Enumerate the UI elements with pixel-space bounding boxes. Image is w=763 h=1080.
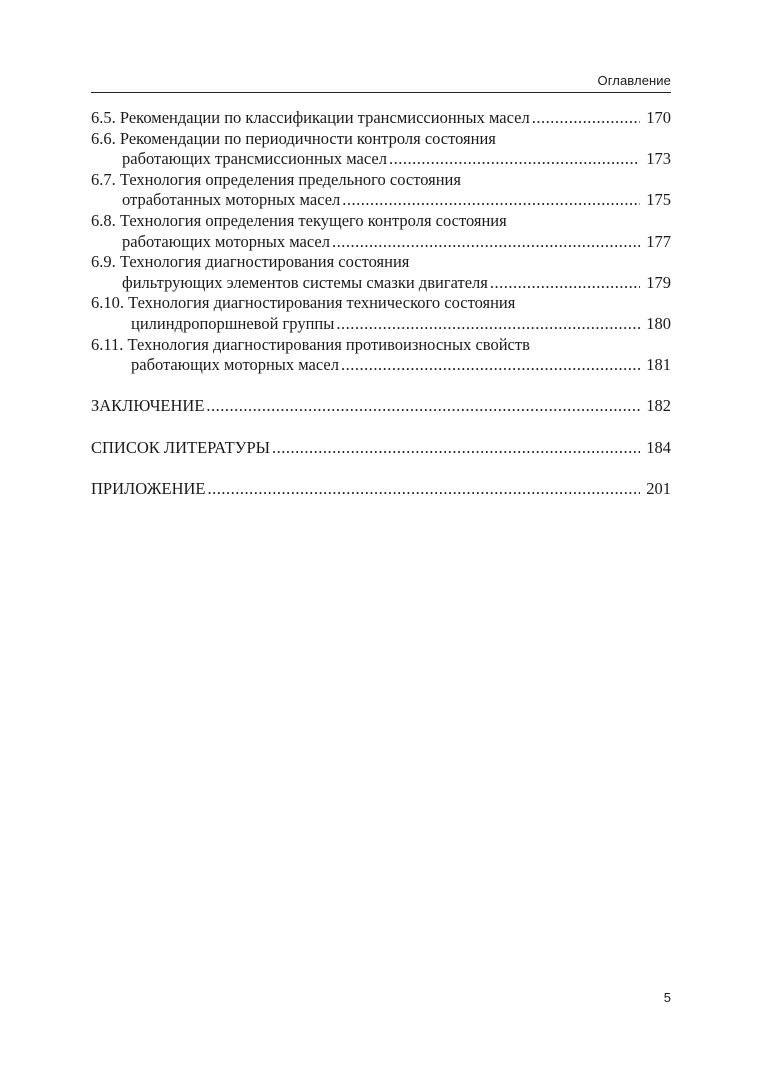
toc-leader-dots <box>389 149 640 170</box>
toc-entry[interactable] <box>91 335 671 376</box>
toc-section[interactable] <box>91 479 671 500</box>
page-number: 5 <box>663 990 671 1005</box>
toc-leader-dots <box>272 438 640 459</box>
toc-entry[interactable] <box>91 108 671 129</box>
toc-section[interactable] <box>91 396 671 417</box>
toc-entry-number: 6.11. <box>91 334 124 354</box>
toc-entry-title: Технология диагностирования состояния <box>119 252 410 272</box>
toc-spacer <box>91 376 671 397</box>
toc-entry[interactable] <box>91 252 671 293</box>
toc-entry-title: Технология определения текущего контроля состояния <box>119 210 507 230</box>
toc-spacer <box>91 458 671 479</box>
toc-entry-page: 173 <box>646 149 671 169</box>
toc-leader-dots <box>206 396 640 417</box>
header-title: Оглавление <box>597 73 671 88</box>
toc-leader-dots <box>332 232 640 253</box>
header-rule <box>91 92 671 93</box>
toc-section[interactable] <box>91 438 671 459</box>
toc-section-title: ПРИЛОЖЕНИЕ <box>91 478 206 498</box>
toc-entry-title: Технология диагностирования технического состояния <box>128 293 516 313</box>
toc-entry-page: 177 <box>646 231 671 251</box>
toc-entry-number: 6.8. <box>91 210 116 230</box>
toc-section-page: 201 <box>646 478 671 498</box>
toc-entry-title: Рекомендации по классификации трансмиссионных масел <box>119 108 530 127</box>
toc-section-title: СПИСОК ЛИТЕРАТУРЫ <box>91 437 271 457</box>
toc-leader-dots <box>336 314 640 335</box>
toc-entry-page: 180 <box>646 313 671 333</box>
toc-entry[interactable] <box>91 129 671 170</box>
toc-leader-dots <box>207 479 640 500</box>
toc-section-title: ЗАКЛЮЧЕНИЕ <box>91 396 205 416</box>
toc-entry[interactable] <box>91 293 671 334</box>
toc-entry-title: Технология диагностирования противоизносных свойств <box>127 334 530 354</box>
toc-entry-title-continued: работающих моторных масел <box>122 231 330 251</box>
toc-leader-dots <box>490 273 640 294</box>
toc-entry-page: 179 <box>646 272 671 292</box>
toc-entry-number: 6.7. <box>91 169 116 189</box>
toc-section-page: 182 <box>646 396 671 416</box>
toc-entry-number: 6.5. <box>91 108 116 127</box>
toc-entry-title-continued: работающих трансмиссионных масел <box>122 149 387 169</box>
toc-leader-dots <box>341 355 640 376</box>
toc-entry-number: 6.10. <box>91 293 124 313</box>
toc-entry-number: 6.9. <box>91 252 116 272</box>
toc-section-page: 184 <box>646 437 671 457</box>
toc-entry-title-continued: работающих моторных масел <box>131 355 339 375</box>
toc-entry-title: Технология определения предельного состояния <box>119 169 461 189</box>
toc-entry-title-continued: отработанных моторных масел <box>122 190 341 210</box>
toc-leader-dots <box>532 108 641 129</box>
toc-leader-dots <box>342 190 640 211</box>
toc-entry-title: Рекомендации по периодичности контроля состояния <box>119 128 496 148</box>
toc-entry[interactable] <box>91 211 671 252</box>
toc-entry-title-continued: цилиндропоршневой группы <box>131 313 335 333</box>
toc-entry-page: 181 <box>646 355 671 375</box>
toc-entry-number: 6.6. <box>91 128 116 148</box>
toc-entry[interactable] <box>91 170 671 211</box>
toc-entry-page: 170 <box>646 108 671 127</box>
toc-spacer <box>91 417 671 438</box>
toc-entry-page: 175 <box>646 190 671 210</box>
table-of-contents <box>91 108 671 499</box>
toc-entry-title-continued: фильтрующих элементов системы смазки двигателя <box>122 272 488 292</box>
